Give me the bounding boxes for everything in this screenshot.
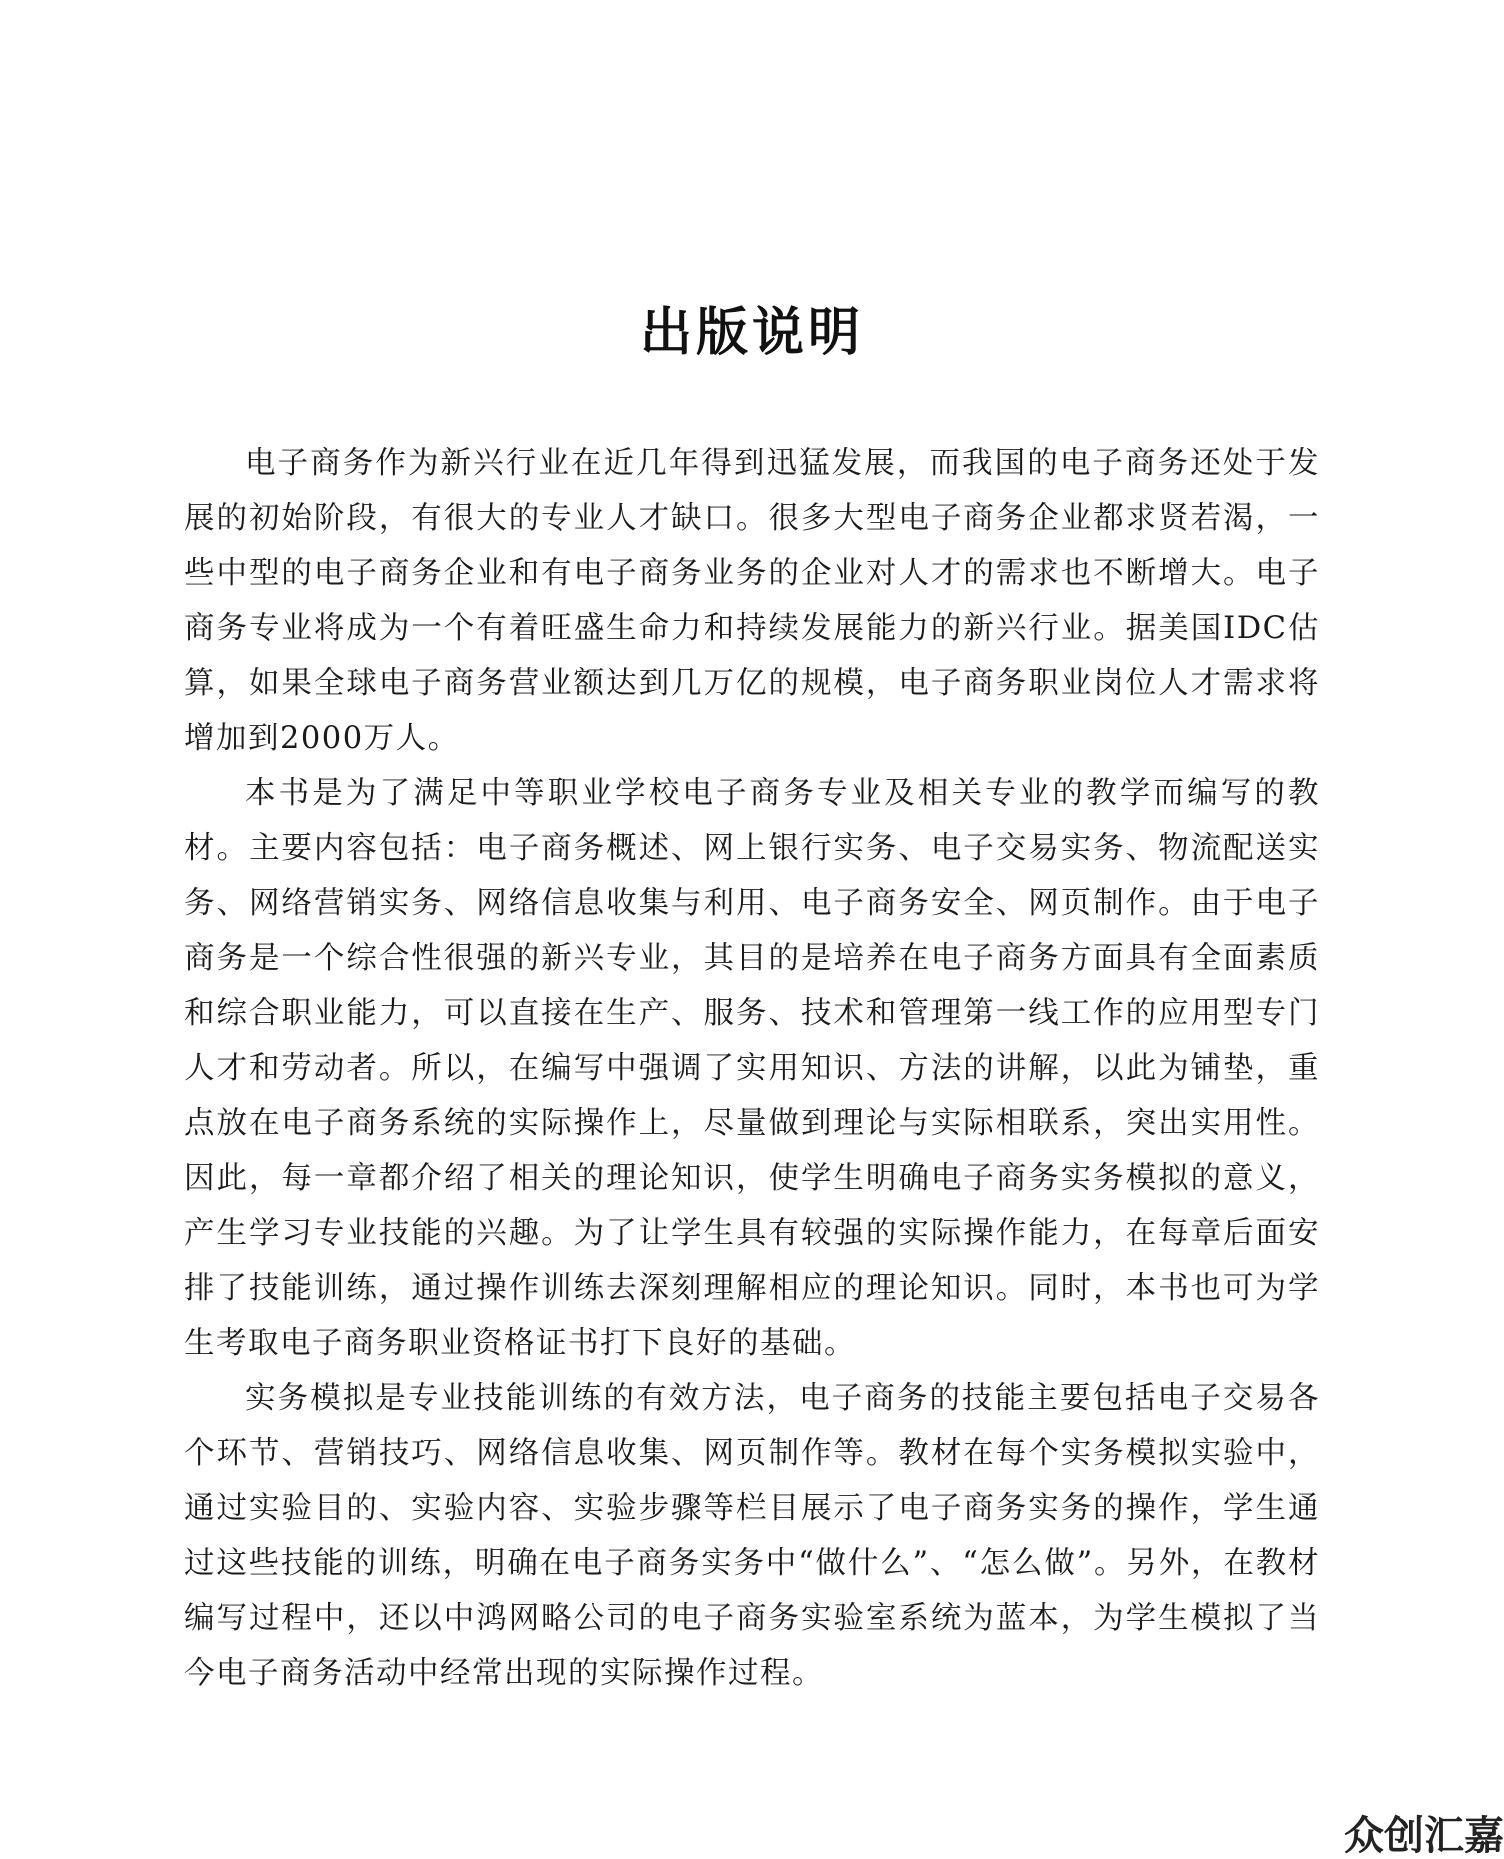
paragraph-3: 实务模拟是专业技能训练的有效方法，电子商务的技能主要包括电子交易各个环节、营销技巧、网络信息收集、网页制作等。教材在每个实务模拟实验中，通过实验目的、实验内容、实验步骤等栏目展示了电子商务实务的操作，学生通过这些技能的训练，明确在电子商务实务中“做什么”、“怎么做”。另外，在教材编写过程中，还以中鸿网略公司的电子商务实验室系统为蓝本，为学生模拟了当今电子商务活动中经常出现的实际操作过程。 bbox=[184, 1381, 1320, 1691]
paragraph-1: 电子商务作为新兴行业在近几年得到迅猛发展，而我国的电子商务还处于发展的初始阶段，有很大的专业人才缺口。很多大型电子商务企业都求贤若渴，一些中型的电子商务企业和有电子商务业务的企业对人才的需求也不断增大。电子商务专业将成为一个有着旺盛生命力和持续发展能力的新兴行业。据美国IDC估算，如果全球电子商务营业额达到几万亿的规模，电子商务职业岗位人才需求将增加到2000万人。 bbox=[184, 446, 1320, 756]
page-title: 出版说明 bbox=[639, 301, 864, 363]
body-text bbox=[184, 436, 1320, 1701]
paragraph-2: 本书是为了满足中等职业学校电子商务专业及相关专业的教学而编写的教材。主要内容包括：电子商务概述、网上银行实务、电子交易实务、物流配送实务、网络营销实务、网络信息收集与利用、电子商务安全、网页制作。由于电子商务是一个综合性很强的新兴专业，其目的是培养在电子商务方面具有全面素质和综合职业能力，可以直接在生产、服务、技术和管理第一线工作的应用型专门人才和劳动者。所以，在编写中强调了实用知识、方法的讲解，以此为铺垫，重点放在电子商务系统的实际操作上，尽量做到理论与实际相联系，突出实用性。因此，每一章都介绍了相关的理论知识，使学生明确电子商务实务模拟的意义，产生学习专业技能的兴趣。为了让学生具有较强的实际操作能力，在每章后面安排了技能训练，通过操作训练去深刻理解相应的理论知识。同时，本书也可为学生考取电子商务职业资格证书打下良好的基础。 bbox=[184, 776, 1320, 1361]
watermark-logo: 众创汇嘉 bbox=[1344, 1813, 1504, 1859]
